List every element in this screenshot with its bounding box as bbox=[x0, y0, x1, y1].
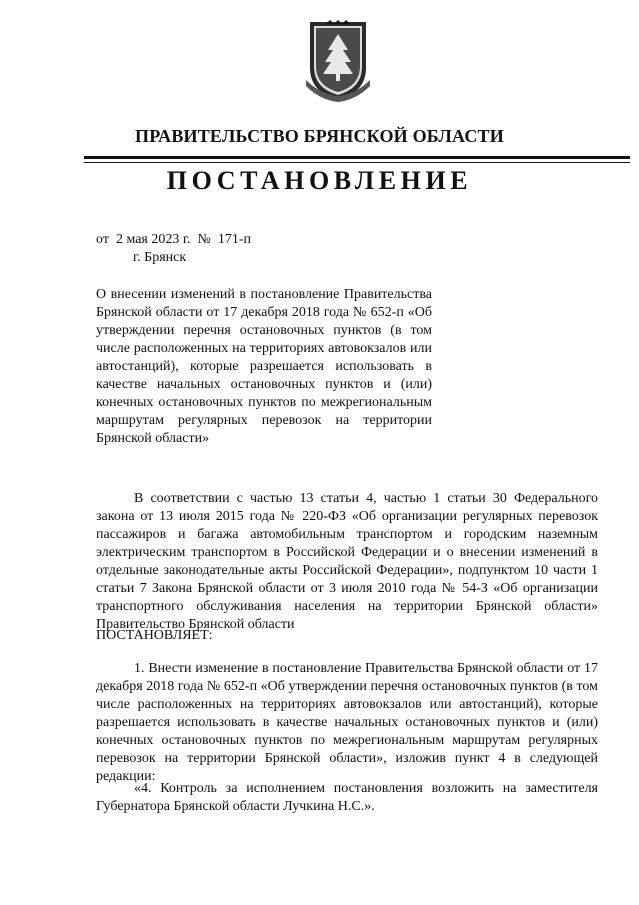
number-prefix: № bbox=[197, 232, 211, 247]
header-rule-thick bbox=[84, 156, 630, 159]
item-1-paragraph: 1. Внести изменение в постановление Правительства Брянской области от 17 декабря 2018 года № 652-п «Об утверждении перечня остановочных пунктов (в том числе расположенных на территориях автовокзалов или автостанций), которые разрешается использовать в качестве начальных остановочных пунктов и (или) конечных остановочных пунктов по межрегиональным маршрутам регулярных перевозок на территории Брянской области», изложив пункт 4 в следующей редакции: bbox=[96, 661, 598, 784]
decree-word: ПОСТАНОВЛЯЕТ: bbox=[96, 628, 213, 643]
coat-of-arms-emblem bbox=[304, 20, 372, 102]
government-title: ПРАВИТЕЛЬСТВО БРЯНСКОЙ ОБЛАСТИ bbox=[135, 126, 504, 146]
header-rule-thin bbox=[84, 162, 630, 163]
item-1-quote-paragraph: «4. Контроль за исполнением постановления возложить на заместителя Губернатора Брянской области Лучкина Н.С.». bbox=[96, 781, 598, 814]
document-number: 171-п bbox=[217, 232, 252, 247]
document-type-title: ПОСТАНОВЛЕНИЕ bbox=[166, 166, 473, 195]
date-prefix: от bbox=[96, 232, 109, 247]
document-subject: О внесении изменений в постановление Правительства Брянской области от 17 декабря 2018 года № 652-п «Об утверждении перечня остановочных пунктов (в том числе расположенных на территориях автовокзалов или автостанций), которые разрешается использовать в качестве начальных остановочных пунктов и (или) конечных остановочных пунктов по межрегиональным маршрутам регулярных перевозок на территории Брянской области» bbox=[96, 287, 432, 446]
preamble-paragraph: В соответствии с частью 13 статьи 4, частью 1 статьи 30 Федерального закона от 13 июля 2015 года № 220-ФЗ «Об организации регулярных перевозок пассажиров и багажа автомобильным транспортом и городским наземным электрическим транспортом в Российской Федерации и о внесении изменений в отдельные законодательные акты Российской Федерации», подпунктом 10 части 1 статьи 7 Закона Брянской области от 3 июля 2010 года № 54-З «Об организации транспортного обслуживания населения на территории Брянской области» Правительство Брянской области bbox=[96, 491, 598, 632]
document-date-line bbox=[96, 232, 251, 248]
document-city: г. Брянск bbox=[133, 250, 187, 265]
document-date: 2 мая 2023 г. bbox=[115, 232, 191, 247]
